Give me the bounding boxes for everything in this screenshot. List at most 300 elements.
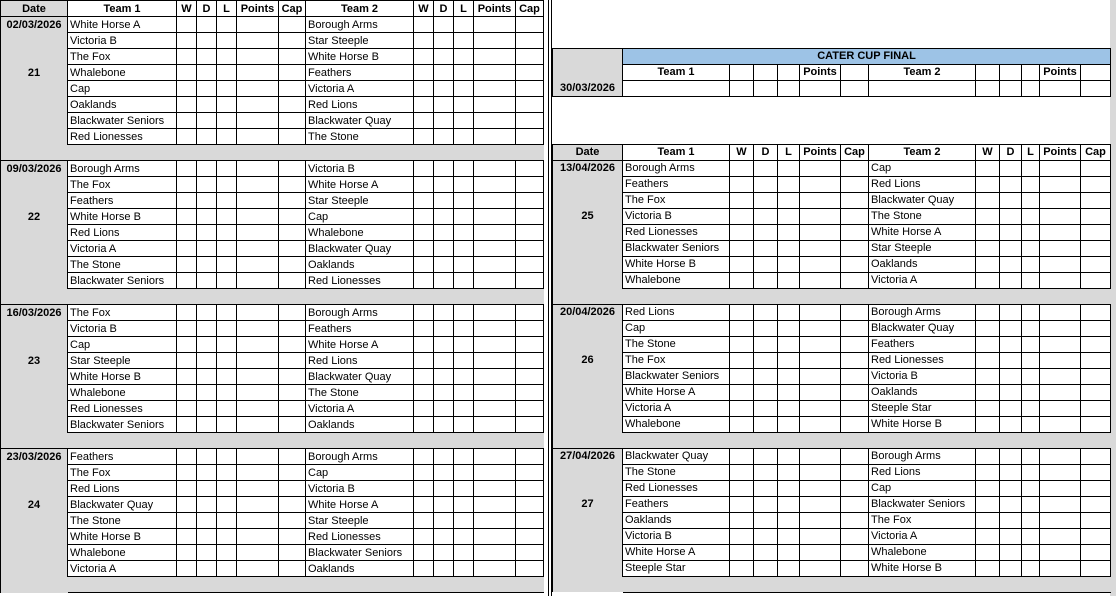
cap2-cell[interactable] (516, 97, 544, 113)
d1-cell[interactable] (754, 384, 778, 400)
team1-cell[interactable]: Whalebone (68, 545, 177, 561)
l2-cell[interactable] (454, 513, 474, 529)
team1-cell[interactable]: The Stone (68, 513, 177, 529)
d2-cell[interactable] (1000, 160, 1022, 176)
d1-cell[interactable] (754, 208, 778, 224)
d2-cell[interactable] (1000, 384, 1022, 400)
l2-cell[interactable] (454, 321, 474, 337)
w1-cell[interactable] (177, 417, 197, 433)
w1-cell[interactable] (177, 17, 197, 33)
points1-cell[interactable] (237, 129, 279, 145)
l2-cell[interactable] (454, 209, 474, 225)
points1-cell[interactable] (237, 17, 279, 33)
points2-cell[interactable] (474, 97, 516, 113)
team2-cell[interactable]: Victoria B (306, 481, 414, 497)
team1-cell[interactable]: Victoria A (68, 241, 177, 257)
cap2-cell[interactable] (516, 353, 544, 369)
w2-cell[interactable] (414, 257, 434, 273)
team2-cell[interactable]: Borough Arms (869, 304, 976, 320)
points2-cell[interactable] (474, 513, 516, 529)
d2-cell[interactable] (1000, 336, 1022, 352)
final-cap2-cell[interactable] (1081, 80, 1111, 96)
d2-cell[interactable] (434, 161, 454, 177)
points2-cell[interactable] (474, 257, 516, 273)
w2-cell[interactable] (976, 464, 1000, 480)
team2-cell[interactable]: Cap (306, 209, 414, 225)
cap1-cell[interactable] (841, 304, 869, 320)
points2-cell[interactable] (474, 65, 516, 81)
cap1-cell[interactable] (279, 449, 306, 465)
w1-cell[interactable] (730, 160, 754, 176)
cap2-cell[interactable] (1081, 464, 1111, 480)
w2-cell[interactable] (976, 336, 1000, 352)
w2-cell[interactable] (976, 208, 1000, 224)
w1-cell[interactable] (177, 321, 197, 337)
points2-cell[interactable] (1040, 192, 1081, 208)
team2-cell[interactable]: Borough Arms (869, 448, 976, 464)
d1-cell[interactable] (754, 416, 778, 432)
w2-cell[interactable] (976, 416, 1000, 432)
d1-cell[interactable] (197, 65, 217, 81)
cap1-cell[interactable] (279, 497, 306, 513)
d2-cell[interactable] (1000, 208, 1022, 224)
w1-cell[interactable] (177, 177, 197, 193)
team2-cell[interactable]: Victoria A (306, 81, 414, 97)
cap2-cell[interactable] (1081, 304, 1111, 320)
d1-cell[interactable] (197, 193, 217, 209)
points1-cell[interactable] (800, 208, 841, 224)
l2-cell[interactable] (454, 97, 474, 113)
points2-cell[interactable] (1040, 496, 1081, 512)
cap1-cell[interactable] (279, 385, 306, 401)
l1-cell[interactable] (217, 33, 237, 49)
cap2-cell[interactable] (516, 273, 544, 289)
w1-cell[interactable] (177, 401, 197, 417)
team2-cell[interactable]: Red Lionesses (869, 352, 976, 368)
points1-cell[interactable] (237, 385, 279, 401)
d1-cell[interactable] (754, 240, 778, 256)
points1-cell[interactable] (237, 257, 279, 273)
cap1-cell[interactable] (279, 225, 306, 241)
w2-cell[interactable] (976, 224, 1000, 240)
l1-cell[interactable] (217, 529, 237, 545)
l1-cell[interactable] (217, 81, 237, 97)
w2-cell[interactable] (976, 352, 1000, 368)
d1-cell[interactable] (197, 353, 217, 369)
l1-cell[interactable] (778, 448, 800, 464)
team2-cell[interactable]: White Horse B (869, 416, 976, 432)
w2-cell[interactable] (414, 385, 434, 401)
d1-cell[interactable] (754, 224, 778, 240)
cap1-cell[interactable] (841, 560, 869, 576)
w1-cell[interactable] (730, 560, 754, 576)
l1-cell[interactable] (778, 240, 800, 256)
l1-cell[interactable] (217, 321, 237, 337)
l1-cell[interactable] (778, 384, 800, 400)
cap1-cell[interactable] (841, 336, 869, 352)
points2-cell[interactable] (474, 17, 516, 33)
points1-cell[interactable] (800, 240, 841, 256)
team1-cell[interactable]: White Horse A (623, 544, 730, 560)
d2-cell[interactable] (434, 353, 454, 369)
points1-cell[interactable] (800, 160, 841, 176)
l1-cell[interactable] (778, 336, 800, 352)
points2-cell[interactable] (474, 417, 516, 433)
team2-cell[interactable]: Blackwater Seniors (306, 545, 414, 561)
w1-cell[interactable] (177, 225, 197, 241)
d1-cell[interactable] (754, 464, 778, 480)
cap1-cell[interactable] (279, 177, 306, 193)
cap2-cell[interactable] (516, 417, 544, 433)
team1-cell[interactable]: The Fox (68, 305, 177, 321)
team2-cell[interactable]: Red Lionesses (306, 529, 414, 545)
w2-cell[interactable] (414, 81, 434, 97)
d1-cell[interactable] (197, 529, 217, 545)
team2-cell[interactable]: Cap (869, 480, 976, 496)
points2-cell[interactable] (474, 161, 516, 177)
cap2-cell[interactable] (1081, 528, 1111, 544)
cap1-cell[interactable] (841, 272, 869, 288)
l1-cell[interactable] (778, 304, 800, 320)
d2-cell[interactable] (434, 81, 454, 97)
w1-cell[interactable] (730, 400, 754, 416)
d2-cell[interactable] (434, 369, 454, 385)
team1-cell[interactable]: The Fox (68, 49, 177, 65)
d1-cell[interactable] (197, 417, 217, 433)
points2-cell[interactable] (474, 449, 516, 465)
d1-cell[interactable] (197, 545, 217, 561)
team2-cell[interactable]: The Stone (306, 129, 414, 145)
cap1-cell[interactable] (279, 193, 306, 209)
w1-cell[interactable] (177, 337, 197, 353)
cap2-cell[interactable] (1081, 208, 1111, 224)
w1-cell[interactable] (730, 208, 754, 224)
l2-cell[interactable] (454, 497, 474, 513)
d1-cell[interactable] (197, 513, 217, 529)
team2-cell[interactable]: The Stone (306, 385, 414, 401)
cap1-cell[interactable] (841, 368, 869, 384)
w2-cell[interactable] (414, 33, 434, 49)
d1-cell[interactable] (197, 401, 217, 417)
d2-cell[interactable] (1000, 400, 1022, 416)
l2-cell[interactable] (454, 177, 474, 193)
points1-cell[interactable] (800, 528, 841, 544)
team2-cell[interactable]: Red Lionesses (306, 273, 414, 289)
w1-cell[interactable] (730, 192, 754, 208)
team1-cell[interactable]: The Fox (623, 192, 730, 208)
team1-cell[interactable]: White Horse B (623, 256, 730, 272)
w1-cell[interactable] (177, 49, 197, 65)
points2-cell[interactable] (1040, 304, 1081, 320)
team2-cell[interactable]: Feathers (306, 321, 414, 337)
points1-cell[interactable] (237, 97, 279, 113)
w1-cell[interactable] (177, 385, 197, 401)
final-points2-cell[interactable] (1040, 80, 1081, 96)
final-d1-cell[interactable] (754, 80, 778, 96)
cap1-cell[interactable] (279, 545, 306, 561)
points1-cell[interactable] (237, 337, 279, 353)
cap2-cell[interactable] (516, 465, 544, 481)
cap1-cell[interactable] (841, 528, 869, 544)
w2-cell[interactable] (976, 400, 1000, 416)
team2-cell[interactable]: Victoria A (306, 401, 414, 417)
l2-cell[interactable] (1022, 496, 1040, 512)
points2-cell[interactable] (1040, 480, 1081, 496)
w2-cell[interactable] (414, 177, 434, 193)
cap1-cell[interactable] (279, 513, 306, 529)
d1-cell[interactable] (197, 81, 217, 97)
points1-cell[interactable] (800, 496, 841, 512)
w2-cell[interactable] (414, 481, 434, 497)
team2-cell[interactable]: Star Steeple (869, 240, 976, 256)
team1-cell[interactable]: Feathers (623, 176, 730, 192)
points2-cell[interactable] (1040, 208, 1081, 224)
w1-cell[interactable] (730, 448, 754, 464)
l1-cell[interactable] (217, 417, 237, 433)
w1-cell[interactable] (730, 256, 754, 272)
d1-cell[interactable] (197, 321, 217, 337)
team1-cell[interactable]: Victoria B (623, 528, 730, 544)
w2-cell[interactable] (414, 65, 434, 81)
w2-cell[interactable] (414, 161, 434, 177)
d2-cell[interactable] (434, 273, 454, 289)
points1-cell[interactable] (800, 320, 841, 336)
w1-cell[interactable] (730, 176, 754, 192)
cap2-cell[interactable] (516, 65, 544, 81)
cap2-cell[interactable] (516, 401, 544, 417)
points2-cell[interactable] (474, 273, 516, 289)
points2-cell[interactable] (1040, 368, 1081, 384)
w2-cell[interactable] (414, 129, 434, 145)
cap1-cell[interactable] (279, 465, 306, 481)
w1-cell[interactable] (177, 97, 197, 113)
points2-cell[interactable] (474, 369, 516, 385)
points1-cell[interactable] (800, 384, 841, 400)
cap2-cell[interactable] (516, 113, 544, 129)
points2-cell[interactable] (474, 497, 516, 513)
points2-cell[interactable] (1040, 464, 1081, 480)
points1-cell[interactable] (237, 353, 279, 369)
points1-cell[interactable] (800, 192, 841, 208)
team2-cell[interactable]: Borough Arms (306, 305, 414, 321)
l2-cell[interactable] (454, 33, 474, 49)
team2-cell[interactable]: Blackwater Seniors (869, 496, 976, 512)
team1-cell[interactable]: Feathers (68, 193, 177, 209)
team1-cell[interactable]: Whalebone (623, 272, 730, 288)
points2-cell[interactable] (474, 49, 516, 65)
d2-cell[interactable] (1000, 416, 1022, 432)
cap2-cell[interactable] (516, 33, 544, 49)
w1-cell[interactable] (177, 513, 197, 529)
l2-cell[interactable] (454, 241, 474, 257)
l2-cell[interactable] (1022, 560, 1040, 576)
w2-cell[interactable] (976, 256, 1000, 272)
l1-cell[interactable] (778, 352, 800, 368)
points1-cell[interactable] (237, 193, 279, 209)
team2-cell[interactable]: Victoria B (869, 368, 976, 384)
final-cap1-cell[interactable] (841, 80, 869, 96)
team1-cell[interactable]: The Fox (68, 465, 177, 481)
final-team1-cell[interactable] (623, 80, 730, 96)
cap2-cell[interactable] (1081, 480, 1111, 496)
d1-cell[interactable] (197, 273, 217, 289)
d2-cell[interactable] (1000, 368, 1022, 384)
cap2-cell[interactable] (516, 385, 544, 401)
l1-cell[interactable] (778, 224, 800, 240)
l2-cell[interactable] (454, 273, 474, 289)
w1-cell[interactable] (177, 305, 197, 321)
cap1-cell[interactable] (279, 241, 306, 257)
points2-cell[interactable] (1040, 320, 1081, 336)
cap2-cell[interactable] (1081, 352, 1111, 368)
cap2-cell[interactable] (516, 305, 544, 321)
w1-cell[interactable] (177, 497, 197, 513)
d1-cell[interactable] (197, 449, 217, 465)
team1-cell[interactable]: Blackwater Seniors (68, 273, 177, 289)
d2-cell[interactable] (434, 241, 454, 257)
l2-cell[interactable] (1022, 304, 1040, 320)
d1-cell[interactable] (754, 544, 778, 560)
l1-cell[interactable] (778, 544, 800, 560)
l2-cell[interactable] (1022, 448, 1040, 464)
team1-cell[interactable]: Steeple Star (623, 560, 730, 576)
l2-cell[interactable] (454, 481, 474, 497)
l1-cell[interactable] (217, 241, 237, 257)
d1-cell[interactable] (197, 257, 217, 273)
final-w2-cell[interactable] (976, 80, 1000, 96)
points1-cell[interactable] (237, 49, 279, 65)
d2-cell[interactable] (434, 497, 454, 513)
l2-cell[interactable] (1022, 160, 1040, 176)
w1-cell[interactable] (730, 320, 754, 336)
team1-cell[interactable]: Red Lionesses (68, 129, 177, 145)
points1-cell[interactable] (237, 161, 279, 177)
cap1-cell[interactable] (841, 320, 869, 336)
d2-cell[interactable] (1000, 560, 1022, 576)
w1-cell[interactable] (730, 512, 754, 528)
cap2-cell[interactable] (1081, 160, 1111, 176)
team2-cell[interactable]: Red Lions (306, 97, 414, 113)
l2-cell[interactable] (1022, 240, 1040, 256)
l2-cell[interactable] (1022, 272, 1040, 288)
points2-cell[interactable] (474, 113, 516, 129)
l2-cell[interactable] (1022, 464, 1040, 480)
cap1-cell[interactable] (279, 481, 306, 497)
l1-cell[interactable] (217, 49, 237, 65)
team1-cell[interactable]: Red Lions (68, 481, 177, 497)
team1-cell[interactable]: Whalebone (623, 416, 730, 432)
cap1-cell[interactable] (279, 353, 306, 369)
points2-cell[interactable] (1040, 416, 1081, 432)
d2-cell[interactable] (1000, 464, 1022, 480)
l2-cell[interactable] (1022, 224, 1040, 240)
w1-cell[interactable] (730, 304, 754, 320)
l1-cell[interactable] (778, 496, 800, 512)
d1-cell[interactable] (754, 368, 778, 384)
w1-cell[interactable] (177, 529, 197, 545)
d1-cell[interactable] (754, 192, 778, 208)
points1-cell[interactable] (237, 209, 279, 225)
cap1-cell[interactable] (279, 113, 306, 129)
team1-cell[interactable]: The Stone (68, 257, 177, 273)
d1-cell[interactable] (197, 481, 217, 497)
team1-cell[interactable]: Victoria B (68, 321, 177, 337)
points2-cell[interactable] (1040, 336, 1081, 352)
points2-cell[interactable] (474, 401, 516, 417)
team1-cell[interactable]: Feathers (68, 449, 177, 465)
l1-cell[interactable] (778, 400, 800, 416)
d2-cell[interactable] (434, 33, 454, 49)
team2-cell[interactable]: Feathers (306, 65, 414, 81)
l1-cell[interactable] (778, 512, 800, 528)
team2-cell[interactable]: Whalebone (306, 225, 414, 241)
points2-cell[interactable] (474, 241, 516, 257)
l1-cell[interactable] (217, 481, 237, 497)
w2-cell[interactable] (414, 97, 434, 113)
l2-cell[interactable] (1022, 416, 1040, 432)
l1-cell[interactable] (778, 480, 800, 496)
team1-cell[interactable]: Red Lionesses (623, 480, 730, 496)
d2-cell[interactable] (1000, 272, 1022, 288)
cap1-cell[interactable] (279, 561, 306, 577)
l1-cell[interactable] (217, 369, 237, 385)
points1-cell[interactable] (237, 321, 279, 337)
points1-cell[interactable] (800, 336, 841, 352)
points1-cell[interactable] (237, 225, 279, 241)
cap1-cell[interactable] (841, 384, 869, 400)
points1-cell[interactable] (237, 273, 279, 289)
l2-cell[interactable] (1022, 544, 1040, 560)
points1-cell[interactable] (237, 561, 279, 577)
w1-cell[interactable] (730, 496, 754, 512)
w2-cell[interactable] (414, 49, 434, 65)
cap1-cell[interactable] (279, 401, 306, 417)
team2-cell[interactable]: Borough Arms (306, 449, 414, 465)
d2-cell[interactable] (1000, 480, 1022, 496)
l2-cell[interactable] (454, 225, 474, 241)
l1-cell[interactable] (217, 465, 237, 481)
points2-cell[interactable] (1040, 352, 1081, 368)
cap2-cell[interactable] (516, 81, 544, 97)
w2-cell[interactable] (414, 17, 434, 33)
l1-cell[interactable] (778, 368, 800, 384)
w2-cell[interactable] (976, 240, 1000, 256)
d2-cell[interactable] (1000, 304, 1022, 320)
d2-cell[interactable] (434, 385, 454, 401)
l1-cell[interactable] (217, 513, 237, 529)
l2-cell[interactable] (1022, 208, 1040, 224)
l2-cell[interactable] (1022, 336, 1040, 352)
cap1-cell[interactable] (279, 257, 306, 273)
d2-cell[interactable] (434, 225, 454, 241)
cap1-cell[interactable] (841, 192, 869, 208)
w1-cell[interactable] (177, 449, 197, 465)
cap2-cell[interactable] (516, 529, 544, 545)
d1-cell[interactable] (197, 97, 217, 113)
team1-cell[interactable]: The Stone (623, 336, 730, 352)
points1-cell[interactable] (800, 368, 841, 384)
d2-cell[interactable] (1000, 224, 1022, 240)
l2-cell[interactable] (454, 561, 474, 577)
points2-cell[interactable] (474, 385, 516, 401)
team2-cell[interactable]: Cap (869, 160, 976, 176)
l2-cell[interactable] (454, 337, 474, 353)
w2-cell[interactable] (976, 176, 1000, 192)
d1-cell[interactable] (754, 256, 778, 272)
cap2-cell[interactable] (516, 497, 544, 513)
l2-cell[interactable] (1022, 192, 1040, 208)
w2-cell[interactable] (976, 368, 1000, 384)
